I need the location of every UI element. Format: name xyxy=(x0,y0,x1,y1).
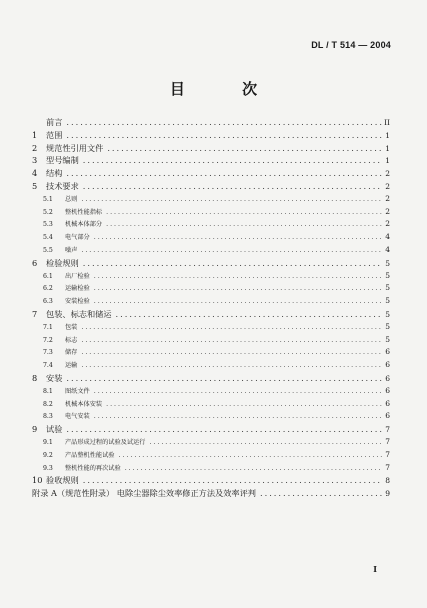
toc-entry xyxy=(32,206,390,219)
toc-entry xyxy=(32,308,390,321)
toc-entry xyxy=(32,231,390,244)
toc-entry-label: 机械本体安装 xyxy=(65,400,103,408)
toc-entry-number: 3 xyxy=(32,155,38,166)
toc-entry-page: 6 xyxy=(385,398,390,408)
toc-entry-label: 整机性能的再次试验 xyxy=(65,464,121,472)
toc-entry-label: 储存 xyxy=(65,349,78,357)
toc-entry xyxy=(32,474,390,487)
toc-entry-number: 4 xyxy=(32,168,38,179)
toc-entry-number: 6.3 xyxy=(43,298,53,306)
toc-entry-page: 5 xyxy=(385,309,390,319)
dot-leader xyxy=(81,154,382,167)
toc-entry-number: 7.2 xyxy=(43,336,53,344)
toc-entry-number: 7.4 xyxy=(43,362,53,370)
toc-entry-label: 出厂检验 xyxy=(65,272,90,280)
toc-entry-page: II xyxy=(384,118,390,127)
toc-entry-label: 前言 xyxy=(46,117,63,127)
toc-entry-label: 包装、标志和储运 xyxy=(46,308,112,319)
toc-entry-label: 产品整机性能试验 xyxy=(65,451,115,459)
toc-entry-number: 5.3 xyxy=(43,221,53,229)
dot-leader xyxy=(64,116,382,129)
toc-entry-page: 2 xyxy=(385,219,390,229)
toc-entry-label: 试验 xyxy=(46,424,63,435)
toc-entry-page: 2 xyxy=(385,193,390,203)
toc-entry-number: 8.3 xyxy=(43,413,53,421)
toc-entry xyxy=(32,423,390,436)
toc-entry-page: 1 xyxy=(385,130,390,140)
toc-entry-label: 附录 A（规范性附录） 电除尘器除尘效率修正方法及效率评判 xyxy=(32,488,256,499)
dot-leader xyxy=(81,257,382,270)
toc-entry-page: 4 xyxy=(385,232,390,242)
toc-entry-page: 1 xyxy=(385,143,390,153)
page-title: 目 次 xyxy=(169,80,284,98)
table-of-contents xyxy=(32,116,390,500)
toc-entry xyxy=(32,321,390,334)
toc-entry-page: 7 xyxy=(385,436,390,446)
toc-entry-number: 2 xyxy=(32,142,38,153)
toc-entry-number: 5 xyxy=(32,180,38,191)
toc-entry-label: 检验规则 xyxy=(46,257,79,268)
dot-leader xyxy=(64,423,382,436)
toc-entry-number: 10 xyxy=(32,475,43,486)
toc-entry-number: 9.2 xyxy=(43,451,53,459)
toc-entry xyxy=(32,193,390,206)
toc-entry-label: 图纸文件 xyxy=(65,387,90,395)
toc-entry-label: 规范性引用文件 xyxy=(46,142,104,153)
toc-entry xyxy=(32,116,390,129)
toc-entry xyxy=(32,257,390,270)
toc-entry-page: 8 xyxy=(385,476,390,486)
toc-entry-number: 6.2 xyxy=(43,285,53,293)
toc-entry-page: 6 xyxy=(385,385,390,395)
toc-entry-number: 5.5 xyxy=(43,246,53,254)
toc-entry-label: 产品形成过程的试验及试运行 xyxy=(65,438,146,446)
toc-entry-number: 1 xyxy=(32,129,38,140)
toc-entry-number: 6.1 xyxy=(43,272,53,280)
toc-entry xyxy=(32,462,390,475)
toc-entry-label: 结构 xyxy=(46,168,63,179)
toc-entry-number: 9 xyxy=(32,424,38,435)
toc-entry xyxy=(32,449,390,462)
toc-entry-page: 5 xyxy=(385,283,390,293)
toc-entry xyxy=(32,372,390,385)
toc-entry xyxy=(32,334,390,347)
toc-entry-label: 噪声 xyxy=(65,246,78,254)
toc-entry-number: 8.2 xyxy=(43,400,53,408)
toc-entry xyxy=(32,487,390,500)
toc-entry-label: 范围 xyxy=(46,129,63,140)
toc-entry-number: 9.3 xyxy=(43,464,53,472)
toc-entry xyxy=(32,129,390,142)
toc-entry-label: 整机性能指标 xyxy=(65,208,103,216)
standard-id: DL / T 514 — 2004 xyxy=(311,40,391,50)
toc-entry-page: 6 xyxy=(385,373,390,383)
dot-leader xyxy=(258,487,382,500)
toc-entry-page: 6 xyxy=(385,347,390,357)
dot-leader xyxy=(81,474,382,487)
toc-entry xyxy=(32,436,390,449)
toc-entry-page: 5 xyxy=(385,321,390,331)
toc-entry-label: 型号编制 xyxy=(46,155,79,166)
toc-entry-label: 安装 xyxy=(46,372,63,383)
toc-entry xyxy=(32,282,390,295)
toc-entry-page: 5 xyxy=(385,270,390,280)
toc-entry-page: 7 xyxy=(385,449,390,459)
toc-entry-page: 9 xyxy=(385,489,390,499)
toc-entry-page: 7 xyxy=(385,462,390,472)
dot-leader xyxy=(114,308,382,321)
toc-entry-page: 2 xyxy=(385,206,390,216)
dot-leader xyxy=(81,180,382,193)
page-number: I xyxy=(373,564,377,574)
toc-entry-page: 2 xyxy=(385,181,390,191)
toc-entry-label: 机械本体部分 xyxy=(65,221,103,229)
toc-entry-number: 5.2 xyxy=(43,208,53,216)
toc-entry-label: 标志 xyxy=(65,336,78,344)
toc-entry-page: 6 xyxy=(385,360,390,370)
toc-entry xyxy=(32,410,390,423)
toc-entry-page: 5 xyxy=(385,296,390,306)
toc-entry-number: 7 xyxy=(32,308,38,319)
toc-entry xyxy=(32,270,390,283)
toc-entry-label: 验收规则 xyxy=(46,475,79,486)
dot-leader xyxy=(64,167,382,180)
toc-entry-page: 2 xyxy=(385,169,390,179)
toc-entry xyxy=(32,142,390,155)
toc-entry-page: 5 xyxy=(385,334,390,344)
toc-entry xyxy=(32,346,390,359)
toc-entry-page: 7 xyxy=(385,425,390,435)
toc-entry-label: 运输检验 xyxy=(65,285,90,293)
toc-entry-label: 运输 xyxy=(65,362,78,370)
dot-leader xyxy=(64,129,382,142)
toc-entry xyxy=(32,154,390,167)
toc-entry-number: 5.4 xyxy=(43,234,53,242)
toc-entry-label: 安装检验 xyxy=(65,298,90,306)
toc-entry-page: 1 xyxy=(385,156,390,166)
dot-leader xyxy=(105,142,382,155)
toc-entry xyxy=(32,244,390,257)
toc-entry xyxy=(32,218,390,231)
toc-entry xyxy=(32,398,390,411)
toc-entry xyxy=(32,385,390,398)
toc-entry-label: 电气部分 xyxy=(65,234,90,242)
toc-entry-number: 8.1 xyxy=(43,387,53,395)
toc-entry xyxy=(32,167,390,180)
toc-entry-number: 5.1 xyxy=(43,195,53,203)
toc-entry-page: 6 xyxy=(385,411,390,421)
toc-entry-number: 7.3 xyxy=(43,349,53,357)
toc-entry-page: 5 xyxy=(385,258,390,268)
toc-entry-label: 技术要求 xyxy=(46,180,79,191)
toc-entry-number: 9.1 xyxy=(43,438,53,446)
toc-entry xyxy=(32,295,390,308)
toc-entry-number: 7.1 xyxy=(43,323,53,331)
dot-leader xyxy=(64,372,382,385)
toc-entry xyxy=(32,359,390,372)
toc-entry-label: 包装 xyxy=(65,323,78,331)
toc-entry-number: 8 xyxy=(32,372,38,383)
toc-entry-page: 4 xyxy=(385,244,390,254)
toc-entry-label: 总则 xyxy=(65,195,78,203)
toc-entry-number: 6 xyxy=(32,257,38,268)
toc-entry xyxy=(32,180,390,193)
toc-entry-label: 电气安装 xyxy=(65,413,90,421)
